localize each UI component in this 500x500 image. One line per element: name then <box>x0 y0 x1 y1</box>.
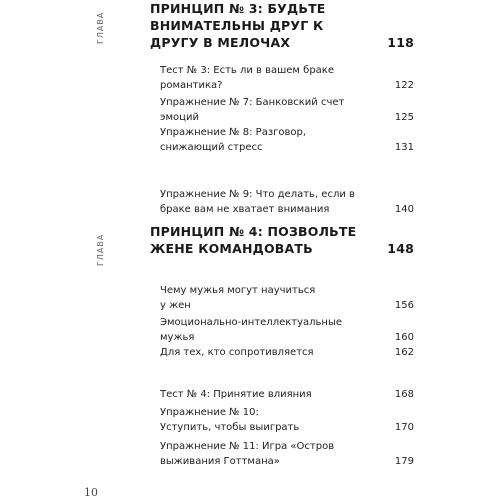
toc-entry <box>160 126 414 155</box>
toc-entry-page: 168 <box>394 389 414 400</box>
chapter-title: ПРИНЦИП № 4: ПОЗВОЛЬТЕ ЖЕНЕ КОМАНДОВАТЬ <box>150 224 357 256</box>
toc-entry-page: 162 <box>394 347 414 358</box>
toc-entry-title: Тест № 4: Принятие влияния <box>160 389 312 400</box>
toc-entry-title: Упражнение № 8: Разговор, снижающий стресс <box>160 127 307 153</box>
toc-entry <box>160 346 414 361</box>
toc-entry <box>160 406 414 435</box>
toc-entry-page: 125 <box>394 111 414 123</box>
chapter-heading-3 <box>150 0 414 51</box>
toc-entry-page: 131 <box>394 141 414 153</box>
page-number: 10 <box>84 486 98 499</box>
chapter-page: 118 <box>387 35 414 50</box>
toc-entry <box>160 188 414 217</box>
toc-entry-page: 156 <box>394 299 414 311</box>
chapter-page: 148 <box>387 241 414 256</box>
side-chapter-label: ГЛАВА <box>96 233 105 266</box>
toc-entry-title: Упражнение № 10: Уступить, чтобы выиграть <box>160 407 300 433</box>
toc-entry-page: 179 <box>394 455 414 467</box>
toc-entry <box>160 316 414 345</box>
chapter-heading-4 <box>150 223 414 257</box>
toc-entry <box>160 388 414 403</box>
toc-entry-page: 170 <box>394 421 414 433</box>
toc-entry-page: 140 <box>394 203 414 215</box>
toc-entry-title: Упражнение № 7: Банковский счет эмоций <box>160 97 345 123</box>
toc-entry-title: Эмоционально-интеллектуальные мужья <box>160 317 343 343</box>
toc-entry-title: Упражнение № 9: Что делать, если в браке вам не хватает внимания <box>160 189 355 215</box>
chapter-title: ПРИНЦИП № 3: БУДЬТЕ ВНИМАТЕЛЬНЫ ДРУГ К ДРУГУ В МЕЛОЧАХ <box>150 1 326 50</box>
toc-entry-title: Чему мужья могут научиться у жен <box>160 285 316 311</box>
toc-entry <box>160 96 414 125</box>
toc-entry-page: 160 <box>394 331 414 343</box>
toc-entry <box>160 64 414 93</box>
toc-entry-title: Для тех, кто сопротивляется <box>160 347 314 358</box>
toc-entry-title: Тест № 3: Есть ли в вашем браке романтика? <box>160 65 334 91</box>
toc-entry <box>160 440 414 469</box>
toc-entry <box>160 284 414 313</box>
side-chapter-label: ГЛАВА <box>96 11 105 44</box>
toc-entry-title: Упражнение № 11: Игра «Остров выживания Готтмана» <box>160 441 335 467</box>
toc-entry-page: 122 <box>394 79 414 91</box>
